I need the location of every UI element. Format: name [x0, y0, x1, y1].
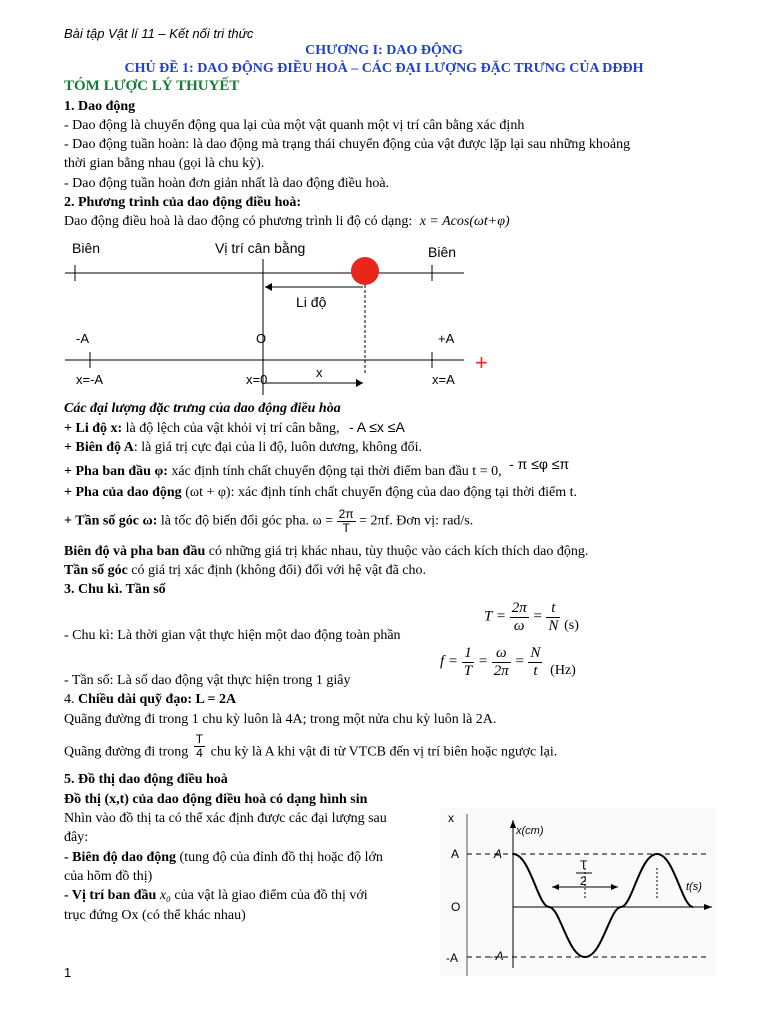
label-x-pos-a: x=A: [432, 372, 455, 387]
q3-math: - π ≤φ ≤π: [509, 456, 570, 472]
axis-x-outer: x: [448, 811, 454, 825]
q2-text: : là giá trị cực đại của li độ, luôn dương, không đổi.: [133, 440, 422, 455]
q3-text: xác định tính chất chuyển động tại thời điểm ban đầu t = 0,: [167, 464, 502, 479]
period-den-2: N: [548, 617, 559, 634]
s1-line-4: - Dao động tuần hoàn đơn giản nhất là dao động điều hoà.: [64, 176, 390, 191]
freq-frac-3: [528, 645, 542, 679]
summary-title: TÓM LƯỢC LÝ THUYẾT: [64, 78, 240, 94]
label-x-zero: x=0: [246, 372, 268, 387]
period-formula: T = $\frac{2\pi}{\omega}$ = $\frac{t}{N}$ (s): [484, 600, 579, 634]
section-2-heading: 2. Phương trình của dao động điều hoà:: [64, 195, 302, 210]
positive-direction-sign: +: [475, 350, 488, 375]
s4-heading-text: Chiều dài quỹ đạo: L = 2A: [74, 692, 237, 707]
q1-math: - A ≤x ≤A: [348, 419, 405, 435]
quantity-tan-so-goc: [64, 508, 473, 535]
half-period-num: T: [580, 858, 588, 872]
q4-text: (ωt + φ): xác định tính chất chuyển động của dao động tại thời điểm t.: [181, 485, 578, 500]
label-x-neg-a: x=-A: [76, 372, 104, 387]
period-lhs: T =: [484, 608, 506, 625]
period-num-2: t: [546, 600, 560, 618]
freq-num-1: 1: [462, 645, 474, 663]
s1-line-3: thời gian bằng nhau (gọi là chu kỳ).: [64, 156, 265, 171]
quantity-bien-do: [64, 438, 422, 457]
omega-fraction: [337, 508, 356, 535]
label-pos-a: +A: [438, 331, 455, 346]
period-den-1: ω: [513, 617, 525, 634]
label-o-graph: O: [451, 900, 461, 914]
b2-var: x₀: [156, 888, 171, 903]
label-neg-a-outer: -A: [446, 951, 458, 965]
label-bien-right: Biên: [428, 244, 457, 260]
quarter-num: T: [195, 732, 204, 746]
axis-t: t(s): [686, 881, 702, 893]
li-do-arrowhead: [265, 283, 272, 291]
s5-line-1: Nhìn vào đồ thị ta có thể xác định được các đại lượng sau: [64, 811, 387, 826]
section-3-heading: 3. Chu kì. Tần số: [64, 582, 166, 597]
topic-title: CHỦ ĐỀ 1: DAO ĐỘNG ĐIỀU HOÀ – CÁC ĐẠI LƯỢNG ĐẶC TRƯNG CỦA DĐĐH: [124, 61, 644, 76]
q5-text: là tốc độ biến đổi góc pha. ω =: [157, 513, 334, 529]
period-unit: (s): [564, 618, 579, 633]
label-neg-a: -A: [76, 331, 89, 346]
label-bien-left: Biên: [72, 240, 101, 256]
s2-line-1: [64, 212, 510, 231]
q1-bold: + Li độ x:: [64, 421, 123, 436]
running-header: Bài tập Vật lí 11 – Kết nối tri thức: [64, 26, 254, 41]
n2-text: có giá trị xác định (không đổi) đối với hệ vật đã cho.: [127, 563, 427, 578]
s5-bullet-2: [64, 886, 368, 905]
q1-text: là độ lệch của vật khỏi vị trí cân bằng,: [122, 421, 340, 436]
label-li-do: Li độ: [296, 294, 327, 310]
b1-bold: - Biên độ dao động: [64, 850, 177, 865]
oscillation-diagram: [60, 235, 510, 395]
quantity-pha-ban-dau: [64, 456, 570, 481]
label-equilibrium: Vị trí cân bằng: [215, 240, 306, 256]
label-neg-a-inner: – A: [486, 949, 504, 963]
s1-line-1: - Dao động là chuyển động qua lại của một vật quanh một vị trí cân bằng xác định: [64, 118, 525, 133]
quantities-heading: Các đại lượng đặc trưng của dao động điều hòa: [64, 401, 341, 416]
freq-den-1: T: [463, 662, 473, 679]
freq-den-3: t: [533, 662, 538, 679]
freq-frac-2: [492, 645, 511, 679]
graph-background: [440, 808, 716, 976]
period-num-1: 2π: [511, 600, 527, 616]
q5-bold: + Tần số góc ω:: [64, 513, 158, 529]
section-5-heading: 5. Đồ thị dao động điều hoà: [64, 772, 228, 787]
omega-num: 2π: [338, 507, 354, 521]
b2-bold: - Vị trí ban đầu: [64, 888, 157, 903]
label-a-inner: A: [494, 847, 503, 861]
half-period-den: 2: [580, 874, 587, 888]
q2-bold: + Biên độ A: [64, 440, 134, 455]
x-arrowhead: [356, 379, 363, 387]
period-frac-1: [510, 600, 529, 634]
omega-den: T: [342, 521, 350, 536]
s1-line-2: - Dao động tuần hoàn: là dao động mà trạng thái chuyển động của vật được lặp lại sau những khoảng: [64, 137, 631, 152]
period-definition: - Chu kì: Là thời gian vật thực hiện một dao động toàn phần: [64, 628, 401, 643]
frequency-formula: f = $\frac{1}{T}$ = $\frac{\omega}{2\pi}$ = $\frac{N}{t}$ (Hz): [440, 645, 576, 679]
quarter-den: 4: [196, 746, 203, 761]
period-frac-2: [546, 600, 560, 634]
freq-lhs: f =: [440, 653, 459, 670]
page-number: 1: [64, 965, 72, 980]
b1-text: (tung độ của đỉnh đồ thị hoặc độ lớn: [176, 850, 383, 865]
chapter-title: CHƯƠNG I: DAO ĐỘNG: [305, 43, 463, 58]
quantity-li-do: [64, 418, 405, 438]
s5-subheading: Đồ thị (x,t) của dao động điều hoà có dạng hình sin: [64, 792, 368, 807]
equation-formula: x = Acos(ωt+φ): [419, 214, 510, 229]
n1-text: có những giá trị khác nhau, tùy thuộc vào cách kích thích dao động.: [205, 544, 589, 559]
s4-line-1: Quãng đường đi trong 1 chu kỳ luôn là 4A; trong một nửa chu kỳ luôn là 2A.: [64, 712, 497, 727]
label-o: O: [256, 331, 267, 346]
note-tan-so-goc: [64, 561, 426, 580]
b2-text: của vật là giao điểm của đồ thị với: [170, 888, 368, 903]
freq-den-2: 2π: [493, 662, 509, 679]
n1-bold: Biên độ và pha ban đầu: [64, 544, 206, 559]
label-x: x: [316, 365, 323, 380]
s4-line-2: [64, 733, 557, 760]
quarter-period-frac: [194, 733, 205, 760]
q4-bold: + Pha của dao động: [64, 485, 182, 500]
s5-bullet-2-cont: trục đứng Ox (có thể khác nhau): [64, 908, 246, 923]
s5-bullet-1: [64, 848, 383, 867]
s4-pre: Quãng đường đi trong: [64, 744, 189, 760]
s2-text: Dao động điều hoà là dao động có phương trình li độ có dạng:: [64, 214, 413, 229]
q5-tail: = 2πf. Đơn vị: rad/s.: [355, 513, 474, 529]
freq-num-3: N: [530, 645, 541, 661]
freq-unit: (Hz): [550, 663, 576, 678]
q3-bold: + Pha ban đầu φ:: [64, 464, 168, 479]
sine-graph: [440, 808, 716, 976]
label-a-outer: A: [451, 847, 460, 861]
s5-bullet-1-cont: của hõm đồ thị): [64, 869, 153, 884]
s5-line-2: đây:: [64, 830, 89, 845]
s4-num: 4.: [64, 692, 75, 707]
s4-post: chu kỳ là A khi vật đi từ VTCB đến vị trí biên hoặc ngược lại.: [207, 744, 558, 760]
quantity-pha: [64, 483, 577, 502]
section-4-heading: [64, 690, 236, 709]
oscillating-ball: [351, 257, 379, 285]
section-1-heading: 1. Dao động: [64, 99, 136, 114]
axis-xcm: x(cm): [516, 825, 544, 837]
freq-num-2: ω: [492, 645, 511, 663]
freq-frac-1: [462, 645, 474, 679]
note-bien-do-pha: [64, 542, 588, 561]
frequency-definition: - Tần số: Là số dao động vật thực hiện trong 1 giây: [64, 673, 351, 688]
n2-bold: Tần số góc: [64, 563, 128, 578]
